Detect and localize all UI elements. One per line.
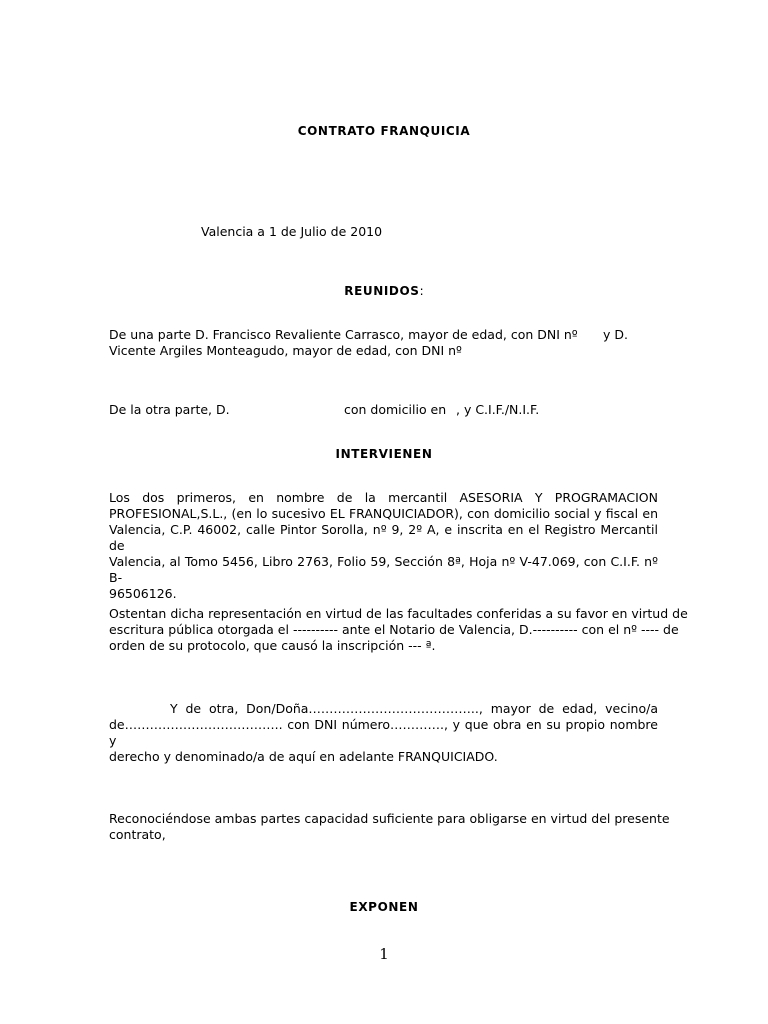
intervienen-paragraph-4 <box>109 811 670 843</box>
paragraph-1-line: Valencia, C.P. 46002, calle Pintor Sorolla, nº 9, 2º A, e inscrita en el Registro Mercantil de <box>109 522 658 553</box>
reunidos-heading-text: REUNIDOS <box>344 284 420 298</box>
paragraph-1-last-line: 96506126. <box>109 586 177 601</box>
page-number: 1 <box>379 945 389 963</box>
paragraph-3-line: Y de otra, Don/Doña………………………………….., mayor de edad, vecino/a <box>170 701 658 716</box>
paragraph-1-line: Los dos primeros, en nombre de la mercantil ASESORIA Y PROGRAMACION <box>109 490 658 505</box>
paragraph-1-line: PROFESIONAL,S.L., (en lo sucesivo EL FRANQUICIADOR), con domicilio social y fiscal en <box>109 506 658 521</box>
reunidos-colon: : <box>419 283 424 298</box>
intervienen-heading: INTERVIENEN <box>335 447 433 461</box>
paragraph-4-line: contrato, <box>109 827 166 842</box>
document-title: CONTRATO FRANQUICIA <box>297 124 471 138</box>
paragraph-2-line: escritura pública otorgada el ---------- ante el Notario de Valencia, D.---------- con el nº ---- de <box>109 622 679 637</box>
reunidos-heading <box>0 283 768 299</box>
intervienen-paragraph-3 <box>109 701 658 765</box>
paragraph-4-line: Reconociéndose ambas partes capacidad suficiente para obligarse en virtud del presente <box>109 811 670 826</box>
exponen-heading: EXPONEN <box>349 900 419 914</box>
paragraph-2-line: orden de su protocolo, que causó la inscripción --- ª. <box>109 638 436 653</box>
party2-line-start: De la otra parte, D. <box>109 402 230 417</box>
paragraph-3-last-line: derecho y denominado/a de aquí en adelante FRANQUICIADO. <box>109 749 498 764</box>
party1-line1-end: y D. <box>603 327 628 342</box>
intervienen-paragraph-1 <box>109 490 658 602</box>
party1-line1: De una parte D. Francisco Revaliente Carrasco, mayor de edad, con DNI nº <box>109 327 578 342</box>
paragraph-3-line: de……………………………….. con DNI número…………., y que obra en su propio nombre y <box>109 717 658 748</box>
party1-line2: Vicente Argiles Monteagudo, mayor de edad, con DNI nº <box>109 343 462 358</box>
paragraph-1-line: Valencia, al Tomo 5456, Libro 2763, Folio 59, Sección 8ª, Hoja nº V-47.069, con C.I.F. nº B- <box>109 554 658 585</box>
intervienen-paragraph-2 <box>109 606 688 654</box>
party2-cif: , y C.I.F./N.I.F. <box>456 402 540 417</box>
paragraph-2-line: Ostentan dicha representación en virtud de las facultades conferidas a su favor en virtud de <box>109 606 688 621</box>
date-line: Valencia a 1 de Julio de 2010 <box>201 224 383 239</box>
party2-domicilio: con domicilio en <box>344 402 447 417</box>
